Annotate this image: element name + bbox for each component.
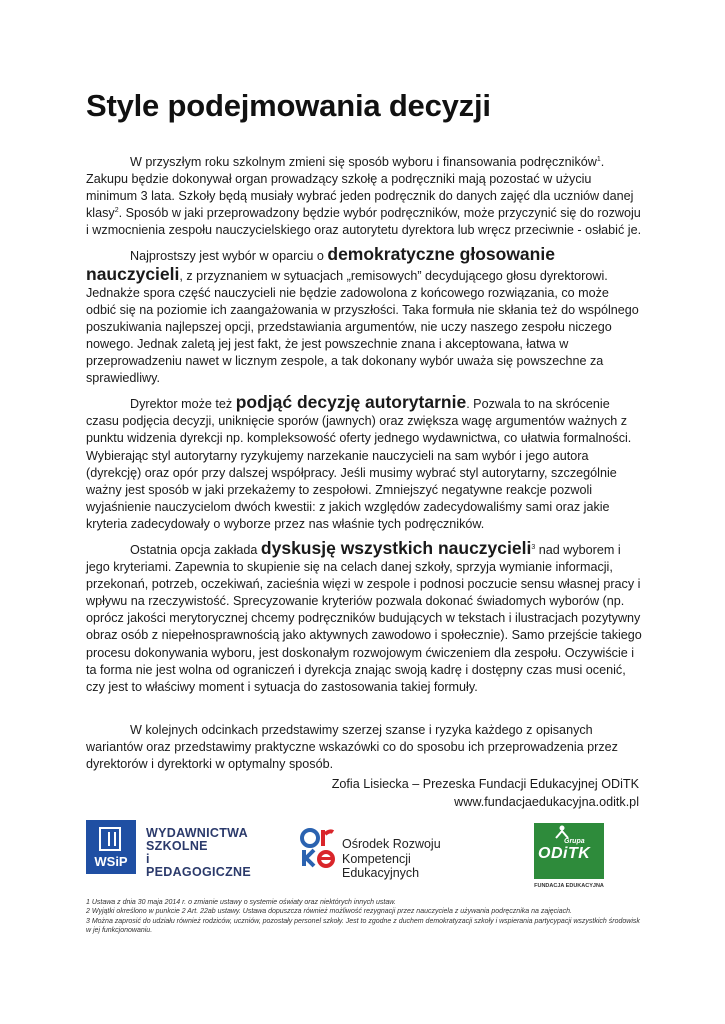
oditk-figure-icon	[552, 825, 572, 839]
orke-mark-icon	[300, 828, 338, 868]
orke-logo	[300, 828, 490, 880]
signature-block	[332, 775, 639, 811]
emphasis-authoritarian-decision: podjąć decyzję autorytarnie	[235, 392, 467, 413]
paragraph-5: W kolejnych odcinkach przedstawimy szerzej szanse i ryzyka każdego z opisanych wariantów oraz przedstawimy praktyczne wskazówki co do sposobu ich przeprowadzenia przez dyrektorów i dyrektorki w optymalny sposób.	[86, 722, 618, 771]
paragraph-3-text-a: Dyrektor może też	[130, 397, 236, 412]
paragraph-3	[86, 394, 642, 533]
article-body	[86, 154, 642, 780]
oditk-grupa: Grupa	[564, 838, 585, 845]
emphasis-democratic-vote: demokratyczne głosowanie nauczycieli	[86, 244, 555, 284]
paragraph-1-text-b: . Zakupu będzie dokonywał organ prowadzący szkołę a podręczniki mają pozostać w użyciu minimum 3 lata. Szkoły będą musiały wybrać jeden podręcznik do danych zajęć dla uczniów danej klasy	[86, 155, 634, 221]
paragraph-2-text-b: , z przyznaniem w sytuacjach „remisowych” decydującego głosu dyrektorowi. Jednakże spora część nauczycieli nie będzie zadowolona z końcowego rozwiązania, co może odbić się na poziomie ich zaangażowania w przyszłości. Taka formuła nie skłania też do wspólnego poszukiwania najlepszej opcji, przedstawiania argumentów, nie uczy naszego zespołu niczego nowego. Jednak zaletą jej jest fakt, że jest powszechnie znana i akceptowana, łatwa w przeprowadzeniu nawet w licznym zespole, a tak dokonany wybór uważa się powszechne za sprawiedliwy.	[86, 268, 639, 386]
wsip-name-line-3: i PEDAGOGICZNE	[146, 852, 251, 879]
emphasis-teacher-discussion: dyskusję wszystkich nauczycieli	[260, 537, 532, 558]
wsip-name	[146, 827, 251, 879]
oditk-subtitle: FUNDACJA EDUKACYJNA	[534, 883, 604, 889]
footnotes	[86, 898, 642, 935]
paragraph-1-text-a: W przyszłym roku szkolnym zmieni się sposób wyboru i finansowania podręczników	[130, 155, 597, 169]
signature-author: Zofia Lisiecka – Prezeska Fundacji Edukacyjnej ODiTK	[331, 777, 639, 791]
wsip-logo	[86, 820, 251, 879]
wsip-mark-text: WSiP	[94, 854, 128, 869]
footnote-2: 2 Wyjątki określono w punkcie 2 Art. 22ab ustawy. Ustawa dopuszcza również możliwość rezygnacji przez nauczyciela z używania podręcznika na zajęciach.	[86, 908, 572, 916]
oditk-name: ODiTK	[538, 845, 591, 862]
footnote-ref-2: 2	[114, 207, 119, 215]
paragraph-2-text-a: Najprostszy jest wybór w oparciu o	[130, 249, 328, 264]
footnote-ref-3: 3	[531, 543, 536, 551]
signature-url[interactable]: www.fundacjaedukacyjna.oditk.pl	[454, 795, 639, 809]
paragraph-3-text-b: . Pozwala to na skrócenie czasu podjęcia decyzji, uniknięcie sporów (jawnych) oraz zwiększa wagę argumentów ważnych z punktu widzenia dyrekcji np. kompleksowość oferty jednego wydawnictwa, co ułatwia formalności. Wybierając styl autorytarny ryzykujemy narzekanie nauczycieli na sam wybór i jego autora (dyrekcję) oraz opór przy dalszej współpracy. Jeśli musimy wybrać styl autorytarny, szczególnie ważny jest sposób w jaki przekażemy to zespołowi. Zmniejszyć negatywne reakcje pozwoli wyjaśnienie nauczycielom dwóch kwestii: z jakich względów zadecydowaliśmy sami oraz jakie kryteria zadecydowały o wyborze przez nas właśnie tych podręczników.	[86, 397, 632, 531]
footnote-ref-1: 1	[596, 155, 601, 163]
footnote-3: 3 Można zaprosić do udziału również rodziców, uczniów, pozostały personel szkoły. Jest to zgodne z duchem demokratyzacji szkoły i wspierania partycypacji wszystkich środowisk w jej funkcjonowaniu.	[86, 917, 640, 934]
paragraph-4-text-b: nad wyborem i jego kryteriami. Zapewnia to skupienie się na celach danej szkoły, sprzyja wymianie informacji, przekonań, potrzeb, oczekiwań, zacieśnia więzi w zespole i podnosi poczucie sensu własnej pracy i wpływu na rzeczywistość. Sprecyzowanie kryteriów pozwala dokonać świadomych wyborów (np. oprócz jakości merytorycznej chcemy podręczników budujących w tekstach i ilustracjach pozytywny obraz osób z niepełnosprawnością jako aktywnych zawodowo i społecznie). Samo przejście takiego procesu dokonywania wyboru, jest doskonałym rozwojowym ćwiczeniem dla zespołu. Oczywiście i ta forma nie jest wolna od ograniczeń i dyrekcja znając swoją kadrę i dostępny czas musi ocenić, czy jest to właściwy moment i sytuacja do zastosowania takiej formuły.	[86, 542, 642, 694]
paragraph-1-text-c: . Sposób w jaki przeprowadzony będzie wybór podręczników, może przyczynić się do rozwoju i wzmocnienia zespołu nauczycielskiego oraz autorytetu dyrektora lub wręcz przeciwnie - osłabić je.	[86, 206, 642, 238]
paragraph-4	[86, 537, 642, 696]
orke-name-line-1: Ośrodek Rozwoju	[342, 837, 441, 851]
orke-name	[342, 837, 490, 881]
footnote-1: 1 Ustawa z dnia 30 maja 2014 r. o zmianie ustawy o systemie oświaty oraz niektórych innych ustaw.	[86, 899, 396, 906]
paragraph-2	[86, 246, 642, 387]
oditk-logo	[534, 823, 604, 893]
paragraph-4-text-a: Ostatnia opcja zakłada	[130, 542, 261, 557]
wsip-name-line-2: SZKOLNE	[146, 839, 208, 853]
wsip-name-line-1: WYDAWNICTWA	[146, 826, 248, 840]
wsip-mark-icon	[86, 820, 136, 874]
paragraph-1	[86, 154, 642, 239]
orke-name-line-2: Kompetencji Edukacyjnych	[342, 851, 420, 880]
document-title: Style podejmowania decyzji	[86, 88, 491, 123]
partner-logos	[86, 820, 642, 895]
oditk-mark-icon	[534, 823, 604, 879]
